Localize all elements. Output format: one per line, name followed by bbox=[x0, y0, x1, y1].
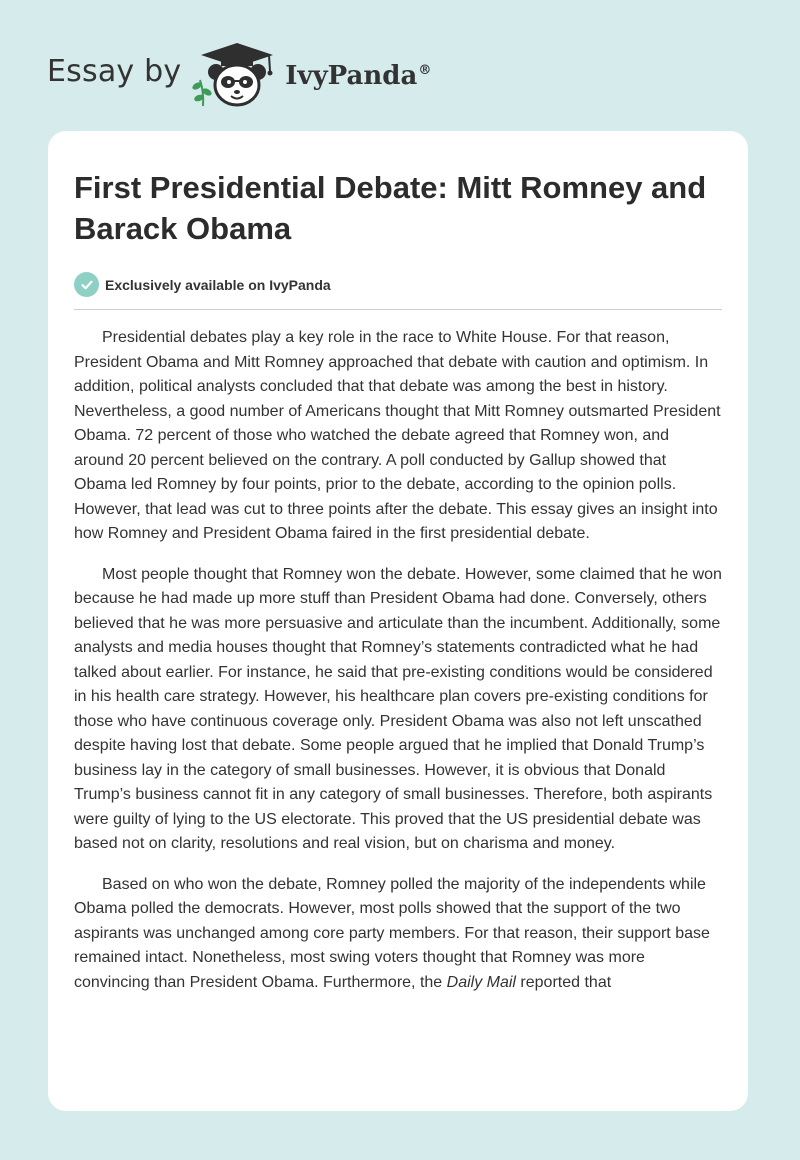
check-icon bbox=[74, 272, 99, 297]
divider bbox=[74, 309, 722, 310]
panda-graduation-cap-icon[interactable] bbox=[191, 40, 283, 110]
paragraph: Most people thought that Romney won the debate. However, some claimed that he won because he had made up more stuff than President Obama had done. Conversely, others believed that he was more persuasive and articulate than the incumbent. Additionally, some analysts and media houses thought that Romney’s statements contradicted what he had talked about earlier. For instance, he said that pre-existing conditions would be considered in his health care strategy. However, his healthcare plan covers pre-existing conditions for those who have continuous coverage only. President Obama was also not left unscathed despite having lost that debate. Some people argued that he implied that Donald Trump’s business lay in the category of small businesses. However, it is obvious that Donald Trump’s business cannot fit in any category of small businesses. Therefore, both aspirants were guilty of lying to the US electorate. This proved that the US presidential debate was based not on clarity, resolutions and real vision, but on charisma and money. bbox=[74, 565, 722, 852]
paragraph: Presidential debates play a key role in the race to White House. For that reason, President Obama and Mitt Romney approached that debate with caution and optimism. In addition, political analysts concluded that that debate was among the best in history. Nevertheless, a good number of Americans thought that Mitt Romney outsmarted President Obama. 72 percent of those who watched the debate agreed that Romney won, and around 20 percent believed on the contrary. A poll conducted by Gallup showed that Obama led Romney by four points, prior to the debate, according to the opinion polls. However, that lead was cut to three points after the debate. This essay gives an insight into how Romney and President Obama faired in the first presidential debate. bbox=[74, 329, 721, 542]
essay-card bbox=[48, 131, 748, 1111]
paragraph: Based on who won the debate, Romney polled the majority of the independents while Obama polled the democrats. However, most polls showed that the support of the two aspirants was unchanged among core party members. For that reason, their support base remained intact. Nonetheless, most swing voters thought that Romney was more convincing than President Obama. Furthermore, the Daily Mail reported that bbox=[74, 875, 710, 991]
essay-title: First Presidential Debate: Mitt Romney and Barack Obama bbox=[74, 170, 707, 246]
exclusive-badge bbox=[74, 272, 722, 297]
essay-by-label: Essay by bbox=[47, 53, 182, 89]
site-header bbox=[47, 40, 431, 110]
exclusive-label: Exclusively available on IvyPanda bbox=[105, 276, 331, 293]
registered-mark: ® bbox=[418, 63, 432, 79]
brand-name[interactable]: IvyPanda® bbox=[285, 61, 432, 91]
publication-name: Daily Mail bbox=[446, 973, 516, 991]
essay-body bbox=[74, 326, 722, 995]
